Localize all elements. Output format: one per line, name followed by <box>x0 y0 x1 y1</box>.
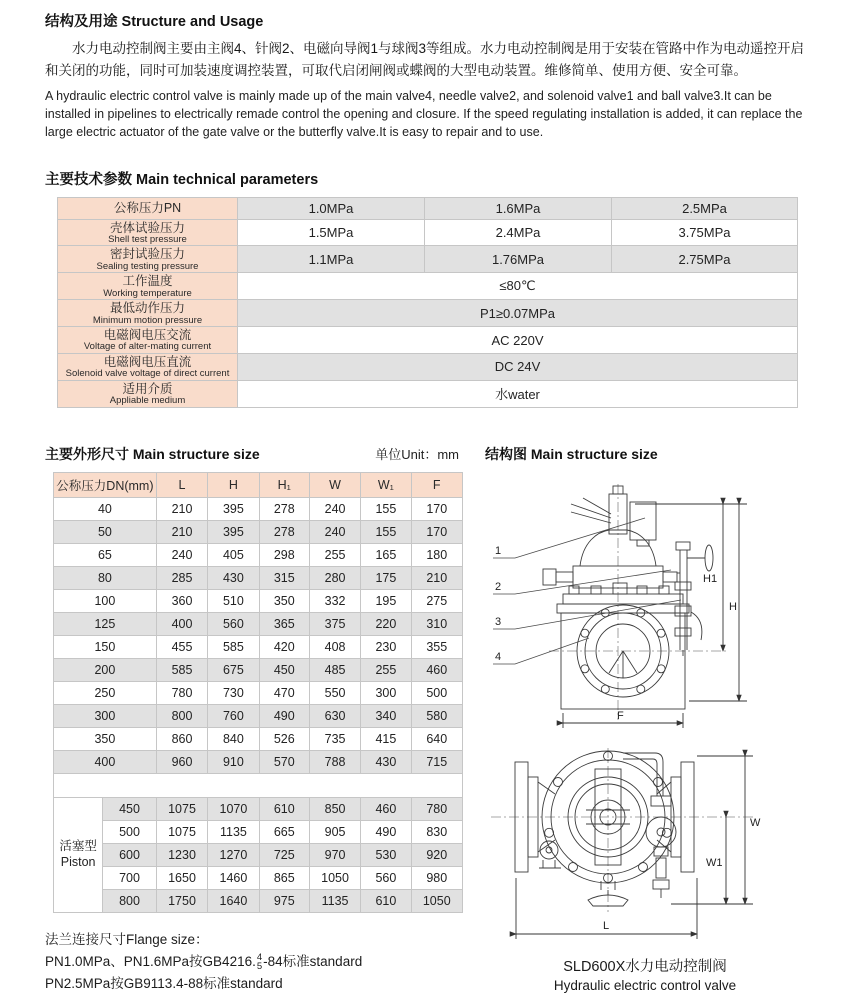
param-label: 公称压力PN <box>58 197 238 219</box>
table-row: 600 1230 1270 725 970 530 920 <box>54 843 463 866</box>
table-row: 350 860 840 526 735 415 640 <box>54 727 463 750</box>
table-row: 活塞型 Piston 450 1075 1070 610 850 460 780 <box>54 797 463 820</box>
param-value: 1.0MPa <box>238 197 425 219</box>
col-header: W <box>309 472 360 497</box>
size-section <box>45 444 463 995</box>
table-row <box>58 273 798 300</box>
param-value: 2.5MPa <box>612 197 798 219</box>
table-header-row <box>54 472 463 497</box>
size-heading: 主要外形尺寸 Main structure size <box>45 445 260 462</box>
param-label: 电磁阀电压直流 Solenoid valve voltage of direct current <box>58 353 238 380</box>
flange-line-3: PN2.5MPa按GB9113.4-88标准standard <box>45 976 283 992</box>
param-label: 工作温度 Working temperature <box>58 273 238 300</box>
caption-en: Hydraulic electric control valve <box>553 977 737 993</box>
col-header: H <box>208 472 259 497</box>
flange-note <box>45 929 463 995</box>
fraction: 4 5 <box>256 951 263 973</box>
table-row <box>58 380 798 407</box>
param-value: DC 24V <box>238 353 798 380</box>
callout-4: 4 <box>495 650 502 663</box>
param-value: 1.1MPa <box>238 246 425 273</box>
table-row: 100 360 510 350 332 195 275 <box>54 589 463 612</box>
table-row: 500 1075 1135 665 905 490 830 <box>54 820 463 843</box>
table-row <box>58 246 798 273</box>
param-label: 最低动作压力 Minimum motion pressure <box>58 300 238 327</box>
param-value: 2.75MPa <box>612 246 798 273</box>
params-heading: 主要技术参数 Main technical parameters <box>45 171 319 188</box>
table-row: 400 960 910 570 788 430 715 <box>54 750 463 773</box>
table-row: 50 210 395 278 240 155 170 <box>54 520 463 543</box>
diagram-section <box>485 444 805 993</box>
table-row <box>58 197 798 219</box>
piston-label: 活塞型 Piston <box>54 797 103 912</box>
dim-label-h1: H1 <box>703 572 718 585</box>
params-table <box>57 197 798 408</box>
table-row: 800 1750 1640 975 1135 610 1050 <box>54 889 463 912</box>
param-label: 壳体试验压力 Shell test pressure <box>58 219 238 246</box>
table-row: 65 240 405 298 255 165 180 <box>54 543 463 566</box>
unit-label: 单位Unit：mm <box>375 446 459 462</box>
param-value: AC 220V <box>238 327 798 354</box>
param-value: P1≥0.07MPa <box>238 300 798 327</box>
table-row: 250 780 730 470 550 300 500 <box>54 681 463 704</box>
spacer-row <box>54 773 463 797</box>
dim-label-w: W <box>750 816 761 829</box>
callout-2: 2 <box>495 580 502 593</box>
callout-3: 3 <box>495 615 502 628</box>
param-value: 1.5MPa <box>238 219 425 246</box>
table-row: 125 400 560 365 375 220 310 <box>54 612 463 635</box>
param-value: 水water <box>238 380 798 407</box>
param-label: 适用介质 Appliable medium <box>58 380 238 407</box>
col-header: F <box>411 472 463 497</box>
dim-label-h: H <box>729 600 737 613</box>
col-header: 公称压力DN(mm) <box>54 472 157 497</box>
caption-cn: SLD600X水力电动控制阀 <box>563 958 727 975</box>
table-row <box>58 327 798 354</box>
param-value: 2.4MPa <box>425 219 612 246</box>
table-row <box>58 353 798 380</box>
table-row: 300 800 760 490 630 340 580 <box>54 704 463 727</box>
usage-paragraph-cn: 水力电动控制阀主要由主阀4、针阀2、电磁向导阀1与球阀3等组成。水力电动控制阀是用于安装在管路中作为电动遥控开启和关闭的功能，同时可加装速度调控装置，可取代启闭闸阀或蝶阀的大型电动装置。维修简单、使用方便、安全可靠。 <box>45 41 805 78</box>
table-row: 150 455 585 420 408 230 355 <box>54 635 463 658</box>
table-row <box>58 300 798 327</box>
dim-label-f: F <box>617 709 624 722</box>
flange-line-2: PN1.0MPa、PN1.6MPa按GB4216. 4 5 -84标准standard <box>45 951 363 973</box>
table-row: 40 210 395 278 240 155 170 <box>54 497 463 520</box>
size-table <box>53 472 463 913</box>
col-header: W₁ <box>361 472 411 497</box>
valve-top-drawing <box>485 740 805 945</box>
param-value: ≤80℃ <box>238 273 798 300</box>
valve-front-drawing <box>485 470 805 730</box>
param-value: 1.76MPa <box>425 246 612 273</box>
col-header: L <box>156 472 207 497</box>
table-row: 200 585 675 450 485 255 460 <box>54 658 463 681</box>
param-label: 电磁阀电压交流 Voltage of alter-mating current <box>58 327 238 354</box>
dim-label-l: L <box>603 919 610 932</box>
col-header: H₁ <box>259 472 309 497</box>
usage-paragraph-en: A hydraulic electric control valve is mainly made up of the main valve4, needle valve2, and solenoid valve1 and ball valve3.It can be installed in pipelines to electrically remade control the opening and closure. If the speed regulating installation is added, it can replace the large electric actuator of the gate valve or the butterfly valve.It is easy to repair and to use. <box>45 89 803 140</box>
callout-1: 1 <box>495 544 502 557</box>
drawing-caption <box>485 955 805 993</box>
diagram-heading: 结构图 Main structure size <box>485 445 658 462</box>
table-row: 700 1650 1460 865 1050 560 980 <box>54 866 463 889</box>
param-value: 1.6MPa <box>425 197 612 219</box>
param-label: 密封试验压力 Sealing testing pressure <box>58 246 238 273</box>
table-row: 80 285 430 315 280 175 210 <box>54 566 463 589</box>
flange-line-1: 法兰连接尺寸Flange size： <box>45 931 209 947</box>
table-row <box>58 219 798 246</box>
usage-heading: 结构及用途 Structure and Usage <box>45 14 264 30</box>
param-value: 3.75MPa <box>612 219 798 246</box>
dim-label-w1: W1 <box>706 856 723 869</box>
